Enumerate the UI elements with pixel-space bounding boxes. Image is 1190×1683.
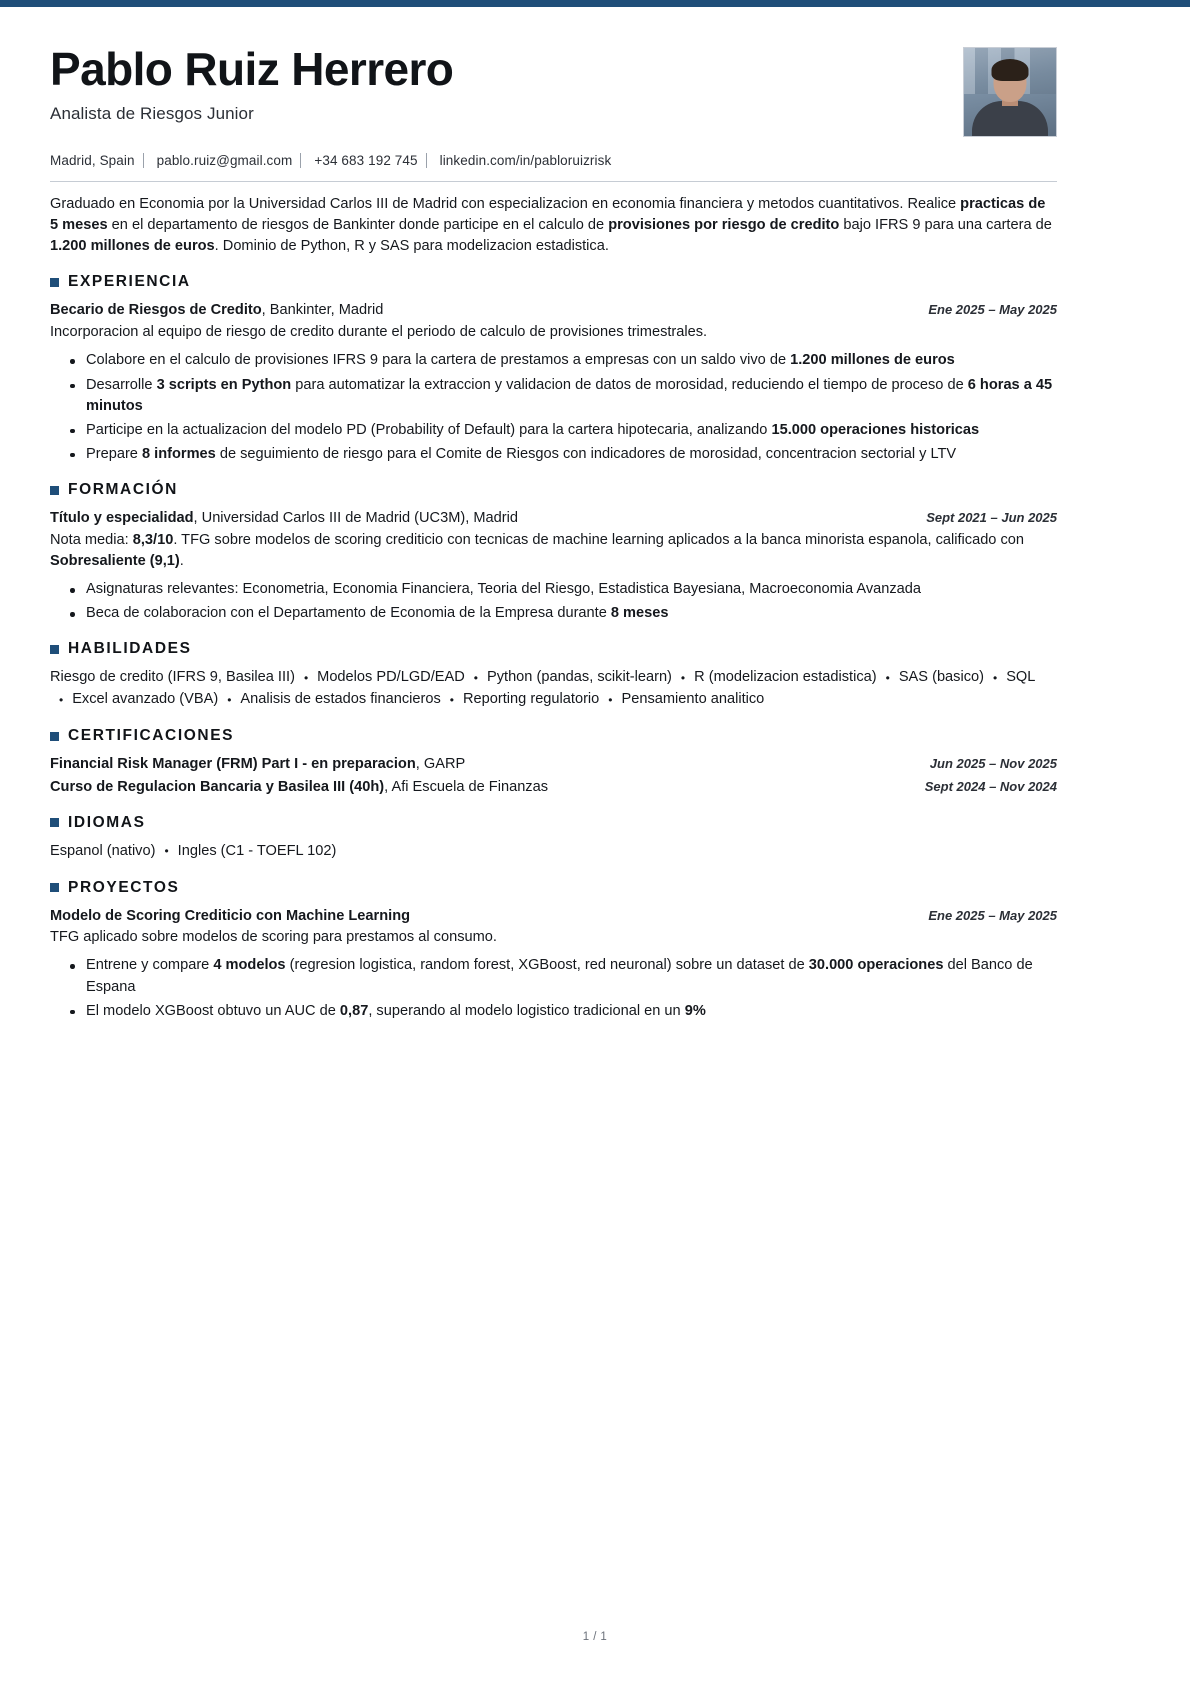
entry-header <box>50 906 1057 927</box>
avatar-torso <box>972 101 1048 136</box>
entry-header <box>50 754 1057 775</box>
bullet-dot-icon: • <box>473 670 478 685</box>
section-title-label: FORMACIÓN <box>68 481 178 499</box>
bullet-dot-icon: • <box>303 670 309 685</box>
skill-item: R (modelizacion estadistica) <box>694 669 877 686</box>
avatar-hair <box>992 59 1029 81</box>
entry-bullet-list <box>50 955 1057 1021</box>
bullet-dot-icon: • <box>227 692 232 707</box>
skill-item: Python (pandas, scikit-learn) <box>486 669 672 686</box>
entry-title: Financial Risk Manager (FRM) Part I - en preparacion, GARP <box>50 756 466 773</box>
entry-title: Modelo de Scoring Crediticio con Machine Learning <box>50 907 411 924</box>
header-divider <box>50 181 1057 182</box>
contact-line <box>50 153 1057 168</box>
contact-separator <box>426 153 427 168</box>
section-title-label: EXPERIENCIA <box>68 273 191 291</box>
bullet-dot-icon: • <box>449 692 454 707</box>
job-headline: Analista de Riesgos Junior <box>50 103 254 123</box>
bullet-dot-icon: • <box>885 670 890 685</box>
list-item: Asignaturas relevantes: Econometria, Economia Financiera, Teoria del Riesgo, Estadistica Bayesiana, Macroeconomia Avanzada <box>86 579 1057 600</box>
top-accent-bar <box>0 0 1190 7</box>
entry-date: Ene 2025 – May 2025 <box>928 907 1057 923</box>
section-marker-square-icon <box>50 732 59 741</box>
section-certificaciones <box>50 727 1057 797</box>
section-idiomas <box>50 814 1057 863</box>
bullet-dot-icon: • <box>993 670 998 685</box>
page-footer: 1 / 1 <box>582 1631 608 1643</box>
contact-location: Madrid, Spain <box>50 153 135 168</box>
language-item: Espanol (nativo) <box>50 842 156 859</box>
bullet-dot-icon: • <box>59 692 64 707</box>
resume-header <box>50 7 1057 137</box>
list-item: Entrene y compare 4 modelos (regresion logistica, random forest, XGBoost, red neuronal) sobre un dataset de 30.000 operaciones del Banco de Espana <box>86 955 1057 997</box>
contact-separator <box>143 153 144 168</box>
section-marker-square-icon <box>50 486 59 495</box>
section-habilidades <box>50 640 1057 711</box>
entry <box>50 300 1057 465</box>
skill-item: Pensamiento analitico <box>621 691 765 708</box>
entry-date: Ene 2025 – May 2025 <box>928 302 1057 318</box>
section-title-habilidades <box>50 640 1057 658</box>
entry-header <box>50 300 1057 321</box>
section-title-label: HABILIDADES <box>68 640 192 658</box>
entry-bullet-list <box>50 350 1057 465</box>
summary-paragraph: Graduado en Economia por la Universidad Carlos III de Madrid con especializacion en economia financiera y metodos cuantitativos. Realice practicas de 5 meses en el departamento de riesgos de Bankinter donde participe en el calculo de provisiones por riesgo de credito bajo IFRS 9 para una cartera de 1.200 millones de euros. Dominio de Python, R y SAS para modelizacion estadistica. <box>50 196 1052 255</box>
section-title-label: IDIOMAS <box>68 813 146 831</box>
section-marker-square-icon <box>50 645 59 654</box>
bullet-dot-icon: • <box>164 843 169 858</box>
languages-list <box>50 841 1057 863</box>
skill-item: Riesgo de credito (IFRS 9, Basilea III) <box>50 669 295 686</box>
entry-date: Sept 2024 – Nov 2024 <box>924 778 1057 794</box>
entry-header <box>50 777 1057 798</box>
section-marker-square-icon <box>50 818 59 827</box>
list-item: Colabore en el calculo de provisiones IFRS 9 para la cartera de prestamos a empresas con un saldo vivo de 1.200 millones de euros <box>86 350 1057 371</box>
list-item: El modelo XGBoost obtuvo un AUC de 0,87, superando al modelo logistico tradicional en un 9% <box>86 1001 1057 1022</box>
contact-email[interactable]: pablo.ruiz@gmail.com <box>156 153 293 168</box>
skill-item: Excel avanzado (VBA) <box>72 691 219 708</box>
section-experiencia <box>50 273 1057 465</box>
entry-title: Curso de Regulacion Bancaria y Basilea III (40h), Afi Escuela de Finanzas <box>50 778 549 795</box>
list-item: Desarrolle 3 scripts en Python para automatizar la extraccion y validacion de datos de morosidad, reduciendo el tiempo de proceso de 6 horas a 45 minutos <box>86 375 1057 417</box>
skill-item: Reporting regulatorio <box>463 691 600 708</box>
entry-date: Jun 2025 – Nov 2025 <box>929 756 1057 772</box>
page-title: Pablo Ruiz Herrero <box>50 43 454 95</box>
section-proyectos <box>50 879 1057 1022</box>
skill-item: SAS (basico) <box>898 669 984 686</box>
entry-header <box>50 508 1057 529</box>
entry <box>50 906 1057 1022</box>
contact-phone[interactable]: +34 683 192 745 <box>314 153 418 168</box>
entry <box>50 508 1057 624</box>
skill-item: Analisis de estados financieros <box>240 691 441 708</box>
section-formacion <box>50 481 1057 624</box>
section-marker-square-icon <box>50 883 59 892</box>
skill-item: Modelos PD/LGD/EAD <box>317 669 465 686</box>
section-title-label: PROYECTOS <box>68 878 180 896</box>
skills-list <box>50 667 1057 711</box>
entry <box>50 777 1057 798</box>
entry-date: Sept 2021 – Jun 2025 <box>926 510 1057 526</box>
section-title-certificaciones <box>50 727 1057 745</box>
bullet-dot-icon: • <box>680 670 686 685</box>
section-title-label: CERTIFICACIONES <box>68 727 235 745</box>
entry-title: Becario de Riesgos de Credito, Bankinter, Madrid <box>50 302 384 319</box>
entry-description: Nota media: 8,3/10. TFG sobre modelos de scoring crediticio con tecnicas de machine learning aplicados a la banca minorista espanola, calificado con Sobresaliente (9,1). <box>50 531 1025 569</box>
avatar <box>963 47 1057 137</box>
contact-separator <box>300 153 301 168</box>
contact-linkedin[interactable]: linkedin.com/in/pabloruizrisk <box>439 153 612 168</box>
list-item: Beca de colaboracion con el Departamento de Economia de la Empresa durante 8 meses <box>86 603 1057 624</box>
sections-container <box>50 273 1057 1021</box>
section-marker-square-icon <box>50 278 59 287</box>
list-item: Participe en la actualizacion del modelo PD (Probability of Default) para la cartera hipotecaria, analizando 15.000 operaciones historicas <box>86 420 1057 441</box>
section-title-proyectos <box>50 879 1057 897</box>
entry-bullet-list <box>50 579 1057 624</box>
entry-title: Título y especialidad, Universidad Carlos III de Madrid (UC3M), Madrid <box>50 510 518 527</box>
list-item: Prepare 8 informes de seguimiento de riesgo para el Comite de Riesgos con indicadores de morosidad, concentracion sectorial y LTV <box>86 444 1057 465</box>
header-text-block <box>50 41 963 124</box>
entry-description: TFG aplicado sobre modelos de scoring para prestamos al consumo. <box>50 929 497 946</box>
section-title-experiencia <box>50 273 1057 291</box>
entry-description: Incorporacion al equipo de riesgo de credito durante el periodo de calculo de provisiones trimestrales. <box>50 324 708 341</box>
entry <box>50 754 1057 775</box>
language-item: Ingles (C1 - TOEFL 102) <box>177 842 337 859</box>
resume-content <box>50 7 1057 1025</box>
section-title-formacion <box>50 481 1057 499</box>
bullet-dot-icon: • <box>608 692 613 707</box>
section-title-idiomas <box>50 814 1057 832</box>
skill-item: SQL <box>1006 669 1036 686</box>
